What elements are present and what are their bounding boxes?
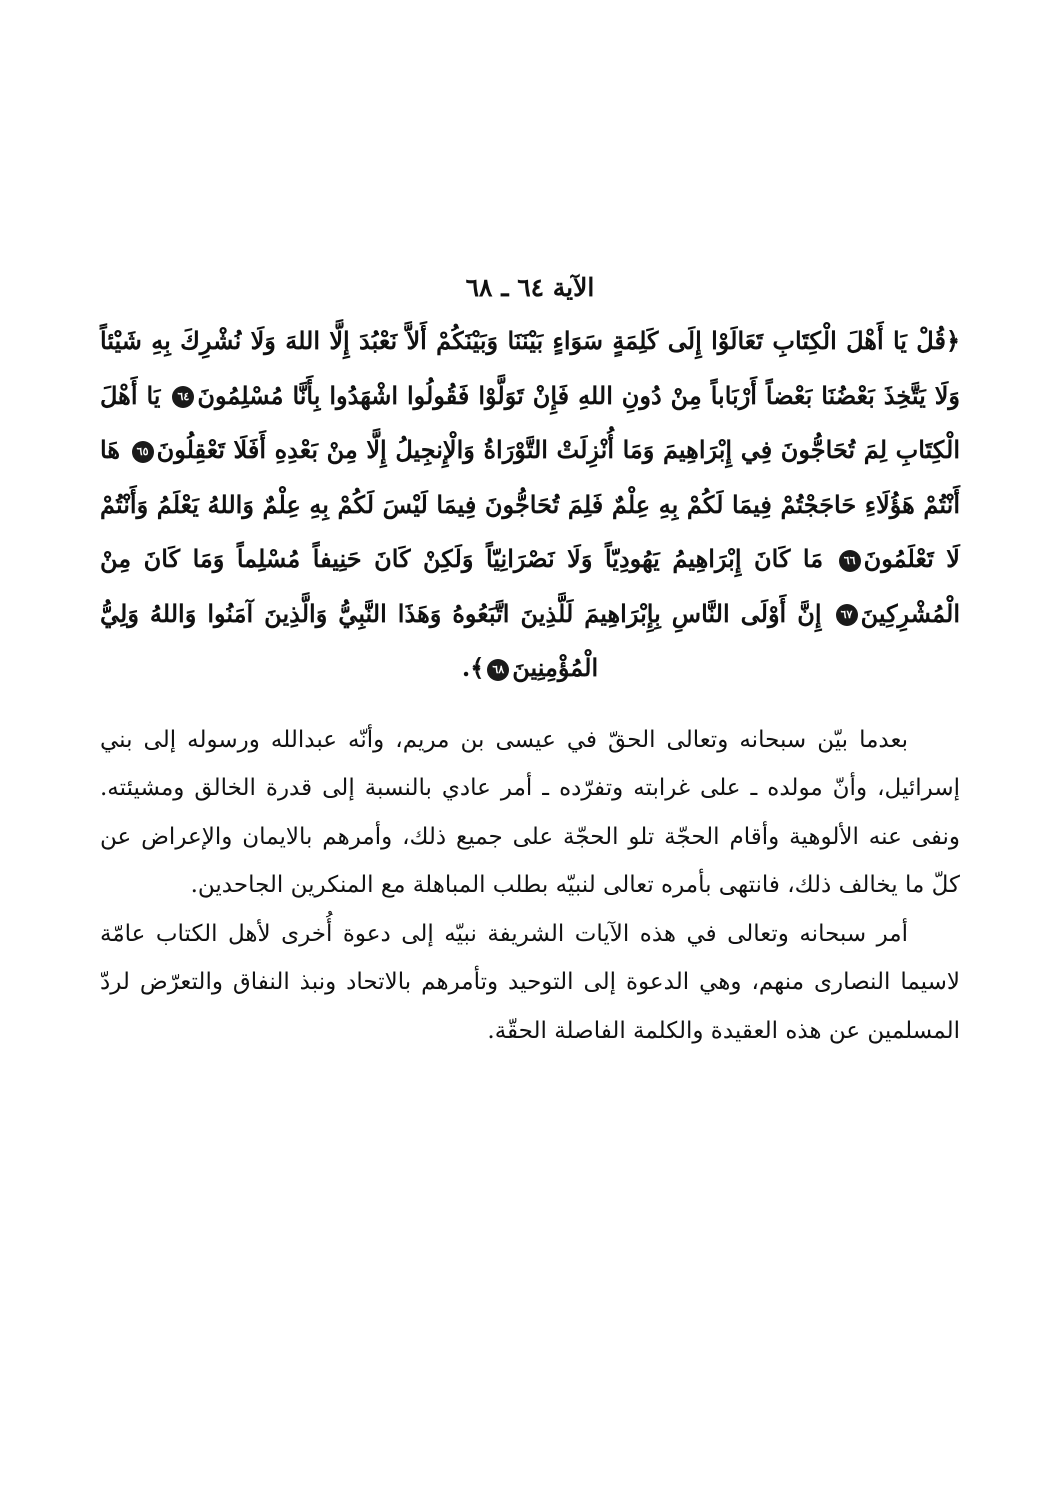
verse-range-heading: الآية ٦٤ ـ ٦٨	[465, 273, 595, 302]
verse-text-65: يَا أَهْلَ الْكِتَابِ لِمَ تُحَاجُّونَ فِي إِبْرَاهِيمَ وَمَا أُنْزِلَتْ التَّوْرَاةُ وَالْإِنجِيلُ إِلَّا مِنْ بَعْدِهِ أَفَلَا تَعْقِلُونَ	[100, 380, 960, 464]
verse-number-marker-64: ٦٤	[172, 386, 194, 408]
verse-text-66: هَا أَنْتُمْ هَؤُلَاءِ حَاجَجْتُمْ فِيمَا لَكُمْ بِهِ عِلْمٌ فَلِمَ تُحَاجُّونَ فِيمَا لَيْسَ لَكُمْ بِهِ عِلْمٌ وَاللهُ يَعْلَمُ وَأَنْتُمْ لَا تَعْلَمُونَ	[100, 435, 960, 573]
page-content	[100, 268, 960, 1055]
commentary-section	[100, 716, 960, 1056]
verse-text-68: إِنَّ أَوْلَى النَّاسِ بِإِبْرَاهِيمَ لَلَّذِينَ اتَّبَعُوهُ وَهَذَا النَّبِيُّ وَالَّذِينَ آمَنُوا وَاللهُ وَلِيُّ الْمُؤْمِنِينَ	[100, 598, 822, 682]
quran-verses-block	[100, 314, 960, 696]
verse-number-marker-66: ٦٦	[839, 550, 861, 572]
commentary-paragraph-2: أمر سبحانه وتعالى في هذه الآيات الشريفة نبيّه إلى دعوة أُخرى لأهل الكتاب عامّة لاسيما النصارى منهم، وهي الدعوة إلى التوحيد وتأمرهم بالاتحاد ونبذ النفاق والتعرّض لردّ المسلمين عن هذه العقيدة والكلمة الفاصلة الحقّة.	[100, 920, 960, 1044]
verse-number-marker-65: ٦٥	[132, 441, 154, 463]
verse-number-marker-67: ٦٧	[836, 604, 858, 626]
commentary-paragraph-1: بعدما بيّن سبحانه وتعالى الحقّ في عيسى بن مريم، وأنّه عبدالله ورسوله إلى بني إسرائيل، وأنّ مولده ـ على غرابته وتفرّده ـ أمر عادي بالنسبة إلى قدرة الخالق ومشيئته. ونفى عنه الألوهية وأقام الحجّة تلو الحجّة على جميع ذلك، وأمرهم بالايمان والإعراض عن كلّ ما يخالف ذلك، فانتهى بأمره تعالى لنبيّه بطلب المباهلة مع المنكرين الجاحدين.	[100, 726, 960, 898]
verse-text-67: مَا كَانَ إِبْرَاهِيمُ يَهُودِيّاً وَلَا نَصْرَانِيّاً وَلَكِنْ كَانَ حَنِيفاً مُسْلِماً وَمَا كَانَ مِنْ الْمُشْرِكِينَ	[100, 544, 961, 628]
verse-number-marker-68: ٦٨	[487, 659, 509, 681]
verse-text-64: ﴿قُلْ يَا أَهْلَ الْكِتَابِ تَعَالَوْا إِلَى كَلِمَةٍ سَوَاءٍ بَيْنَنَا وَبَيْنَكُمْ أَلاَّ نَعْبُدَ إِلَّا اللهَ وَلَا نُشْرِكَ بِهِ شَيْئاً وَلَا يَتَّخِذَ بَعْضُنَا بَعْضاً أَرْبَاباً مِنْ دُونِ اللهِ فَإِنْ تَوَلَّوْا فَقُولُوا اشْهَدُوا بِأَنَّا مُسْلِمُونَ	[100, 326, 961, 410]
verses-closing-bracket: ﴾.	[461, 653, 485, 682]
